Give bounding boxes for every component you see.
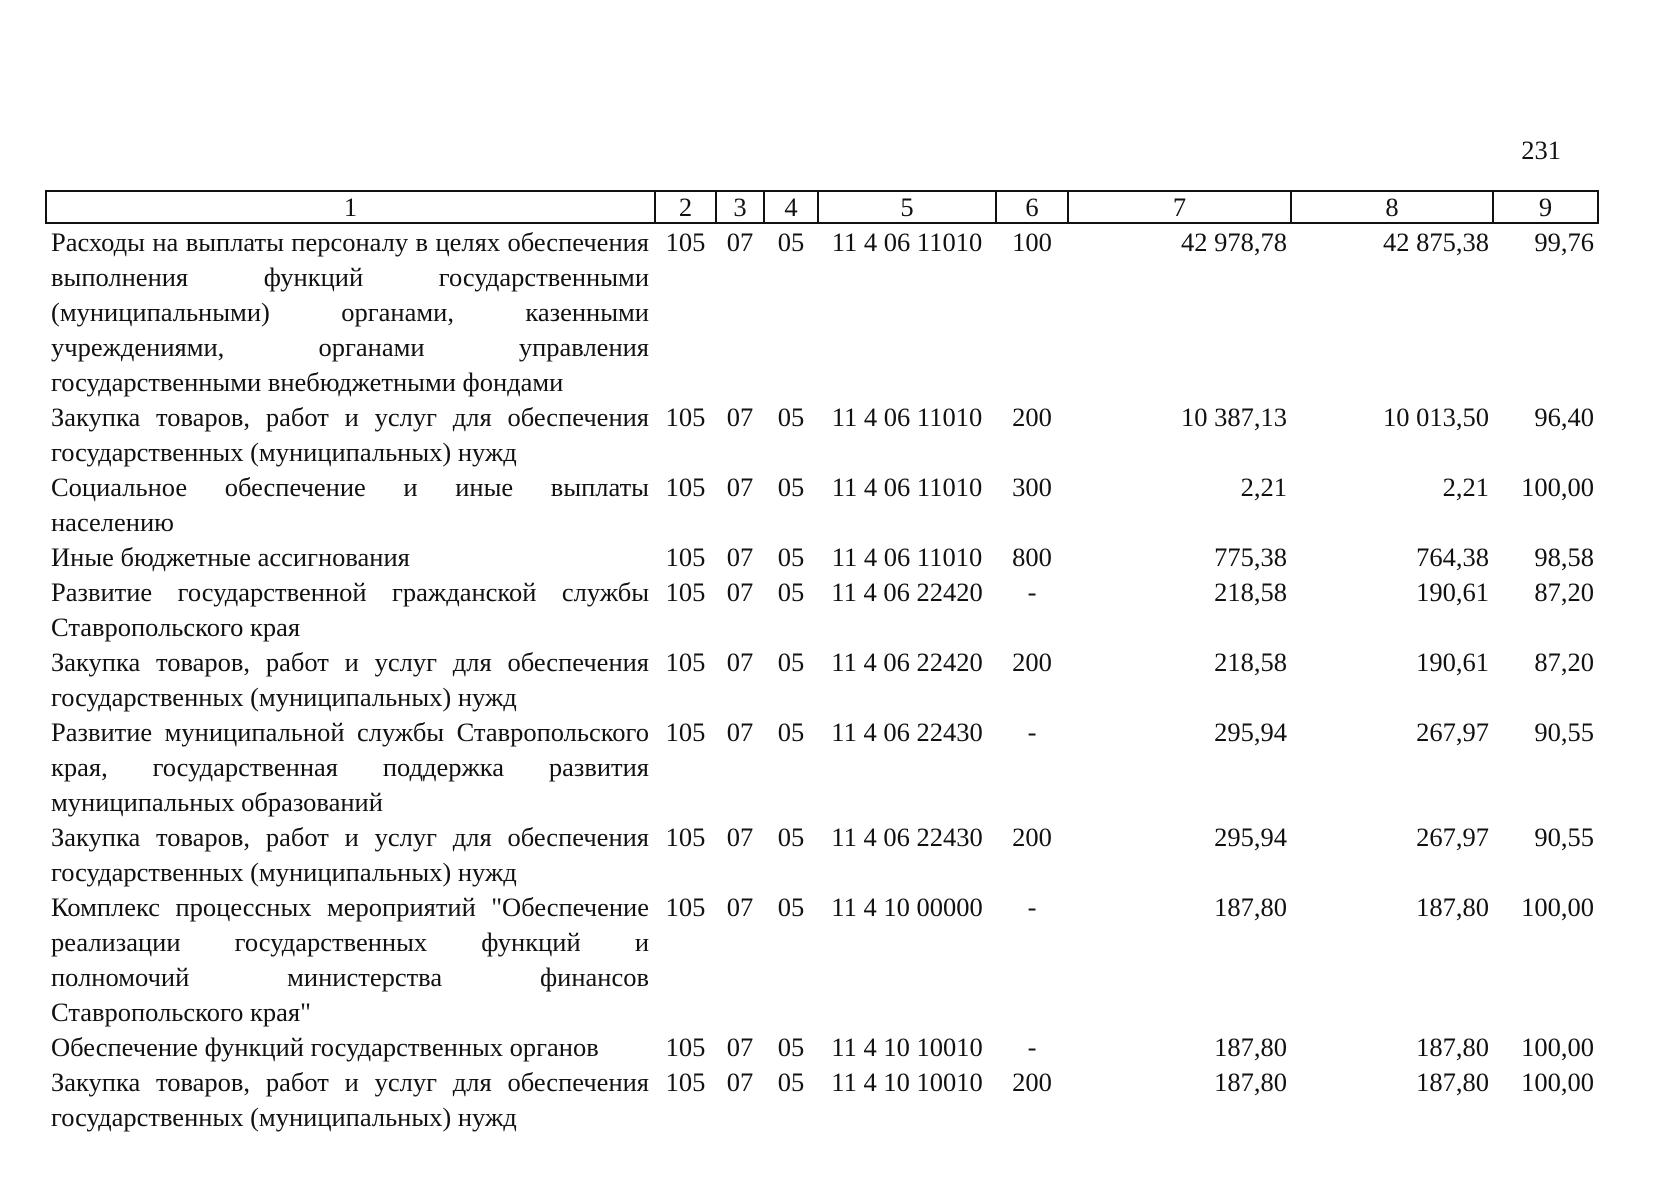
target-article-cell: 11 4 10 10010 <box>831 1032 983 1062</box>
section-code-cell: 07 <box>726 402 754 432</box>
table-row <box>46 400 1598 470</box>
table-row <box>46 575 1598 645</box>
expense-description-cell: Обеспечение функций государственных органов <box>51 1032 599 1062</box>
execution-percent-cell: 90,55 <box>1534 717 1594 747</box>
expense-type-cell: 100 <box>1012 227 1052 257</box>
ministry-code-cell: 105 <box>665 402 706 432</box>
execution-percent-cell: 87,20 <box>1534 577 1594 607</box>
executed-amount-cell: 187,80 <box>1416 1067 1489 1097</box>
table-row <box>46 645 1598 715</box>
subsection-code-cell: 05 <box>777 1032 805 1062</box>
planned-amount-cell: 187,80 <box>1214 1067 1287 1097</box>
subsection-code-cell: 05 <box>777 577 805 607</box>
subsection-code-cell: 05 <box>777 892 805 922</box>
subsection-code-cell: 05 <box>777 822 805 852</box>
header-row <box>46 191 1598 223</box>
target-article-cell: 11 4 10 00000 <box>831 892 983 922</box>
executed-amount-cell: 267,97 <box>1416 822 1489 852</box>
table-row <box>46 540 1598 575</box>
planned-amount-cell: 42 978,78 <box>1181 227 1287 257</box>
ministry-code-cell: 105 <box>665 577 706 607</box>
executed-amount-cell: 764,38 <box>1416 542 1489 572</box>
target-article-cell: 11 4 06 22430 <box>831 717 983 747</box>
target-article-cell: 11 4 06 22420 <box>831 647 983 677</box>
executed-amount-cell: 10 013,50 <box>1383 402 1489 432</box>
table-row <box>46 223 1598 400</box>
expense-description-cell: Комплекс процессных мероприятий "Обеспечение реализации государственных функций и полномочий министерства финансов Ставропольского края" <box>51 892 649 1027</box>
budget-execution-table <box>45 190 1599 1135</box>
expense-description-cell: Расходы на выплаты персоналу в целях обеспечения выполнения функций государственными (муниципальными) органами, казенными учреждениями, органами управления государственными внебюджетными фондами <box>51 227 649 397</box>
section-code-cell: 07 <box>726 577 754 607</box>
column-header-1: 1 <box>46 191 655 223</box>
table-row <box>46 715 1598 820</box>
target-article-cell: 11 4 06 11010 <box>831 472 983 502</box>
planned-amount-cell: 187,80 <box>1214 1032 1287 1062</box>
target-article-cell: 11 4 06 22420 <box>831 577 983 607</box>
executed-amount-cell: 190,61 <box>1416 577 1489 607</box>
ministry-code-cell: 105 <box>665 542 706 572</box>
expense-description-cell: Иные бюджетные ассигнования <box>51 542 410 572</box>
expense-description-cell: Закупка товаров, работ и услуг для обеспечения государственных (муниципальных) нужд <box>51 1067 649 1132</box>
planned-amount-cell: 10 387,13 <box>1181 402 1287 432</box>
subsection-code-cell: 05 <box>777 647 805 677</box>
section-code-cell: 07 <box>726 892 754 922</box>
executed-amount-cell: 187,80 <box>1416 1032 1489 1062</box>
planned-amount-cell: 218,58 <box>1214 647 1287 677</box>
section-code-cell: 07 <box>726 717 754 747</box>
column-header-7: 7 <box>1068 191 1291 223</box>
ministry-code-cell: 105 <box>665 472 706 502</box>
ministry-code-cell: 105 <box>665 822 706 852</box>
executed-amount-cell: 267,97 <box>1416 717 1489 747</box>
ministry-code-cell: 105 <box>665 1032 706 1062</box>
subsection-code-cell: 05 <box>777 1067 805 1097</box>
target-article-cell: 11 4 06 11010 <box>831 227 983 257</box>
expense-description-cell: Развитие государственной гражданской службы Ставропольского края <box>51 577 649 642</box>
ministry-code-cell: 105 <box>665 717 706 747</box>
execution-percent-cell: 96,40 <box>1534 402 1594 432</box>
expense-type-cell: 300 <box>1012 472 1052 502</box>
subsection-code-cell: 05 <box>777 472 805 502</box>
expense-type-cell: - <box>1027 892 1037 922</box>
expense-description-cell: Социальное обеспечение и иные выплаты населению <box>51 472 649 537</box>
target-article-cell: 11 4 06 11010 <box>831 402 983 432</box>
expense-description-cell: Закупка товаров, работ и услуг для обеспечения государственных (муниципальных) нужд <box>51 822 649 887</box>
planned-amount-cell: 295,94 <box>1214 822 1287 852</box>
table-row <box>46 820 1598 890</box>
target-article-cell: 11 4 06 11010 <box>831 542 983 572</box>
ministry-code-cell: 105 <box>665 1067 706 1097</box>
table-body <box>46 223 1598 1135</box>
planned-amount-cell: 295,94 <box>1214 717 1287 747</box>
target-article-cell: 11 4 10 10010 <box>831 1067 983 1097</box>
section-code-cell: 07 <box>726 472 754 502</box>
expense-type-cell: 200 <box>1012 822 1052 852</box>
section-code-cell: 07 <box>726 647 754 677</box>
executed-amount-cell: 187,80 <box>1416 892 1489 922</box>
subsection-code-cell: 05 <box>777 542 805 572</box>
expense-description-cell: Развитие муниципальной службы Ставропольского края, государственная поддержка развития муниципальных образований <box>51 717 649 817</box>
expense-description-cell: Закупка товаров, работ и услуг для обеспечения государственных (муниципальных) нужд <box>51 402 649 467</box>
column-header-6: 6 <box>996 191 1068 223</box>
ministry-code-cell: 105 <box>665 227 706 257</box>
column-header-9: 9 <box>1493 191 1598 223</box>
execution-percent-cell: 100,00 <box>1521 472 1594 502</box>
column-header-4: 4 <box>764 191 818 223</box>
subsection-code-cell: 05 <box>777 402 805 432</box>
executed-amount-cell: 2,21 <box>1442 472 1489 502</box>
column-header-5: 5 <box>818 191 996 223</box>
table-row <box>46 890 1598 1030</box>
expense-description-cell: Закупка товаров, работ и услуг для обеспечения государственных (муниципальных) нужд <box>51 647 649 712</box>
section-code-cell: 07 <box>726 227 754 257</box>
execution-percent-cell: 90,55 <box>1534 822 1594 852</box>
planned-amount-cell: 187,80 <box>1214 892 1287 922</box>
section-code-cell: 07 <box>726 542 754 572</box>
expense-type-cell: - <box>1027 577 1037 607</box>
execution-percent-cell: 100,00 <box>1521 1067 1594 1097</box>
section-code-cell: 07 <box>726 1032 754 1062</box>
expense-type-cell: - <box>1027 717 1037 747</box>
expense-type-cell: 800 <box>1012 542 1052 572</box>
expense-type-cell: 200 <box>1012 647 1052 677</box>
execution-percent-cell: 100,00 <box>1521 1032 1594 1062</box>
subsection-code-cell: 05 <box>777 227 805 257</box>
column-header-2: 2 <box>655 191 716 223</box>
executed-amount-cell: 190,61 <box>1416 647 1489 677</box>
table-row <box>46 1030 1598 1065</box>
planned-amount-cell: 218,58 <box>1214 577 1287 607</box>
subsection-code-cell: 05 <box>777 717 805 747</box>
section-code-cell: 07 <box>726 822 754 852</box>
column-header-8: 8 <box>1291 191 1493 223</box>
table-header <box>46 191 1598 223</box>
ministry-code-cell: 105 <box>665 647 706 677</box>
executed-amount-cell: 42 875,38 <box>1383 227 1489 257</box>
planned-amount-cell: 2,21 <box>1240 472 1287 502</box>
page-number: 231 <box>1521 135 1561 165</box>
ministry-code-cell: 105 <box>665 892 706 922</box>
table-row <box>46 1065 1598 1135</box>
table-row <box>46 470 1598 540</box>
target-article-cell: 11 4 06 22430 <box>831 822 983 852</box>
expense-type-cell: 200 <box>1012 402 1052 432</box>
execution-percent-cell: 87,20 <box>1534 647 1594 677</box>
planned-amount-cell: 775,38 <box>1214 542 1287 572</box>
execution-percent-cell: 99,76 <box>1534 227 1594 257</box>
expense-type-cell: - <box>1027 1032 1037 1062</box>
section-code-cell: 07 <box>726 1067 754 1097</box>
column-header-3: 3 <box>716 191 764 223</box>
execution-percent-cell: 100,00 <box>1521 892 1594 922</box>
expense-type-cell: 200 <box>1012 1067 1052 1097</box>
execution-percent-cell: 98,58 <box>1534 542 1594 572</box>
